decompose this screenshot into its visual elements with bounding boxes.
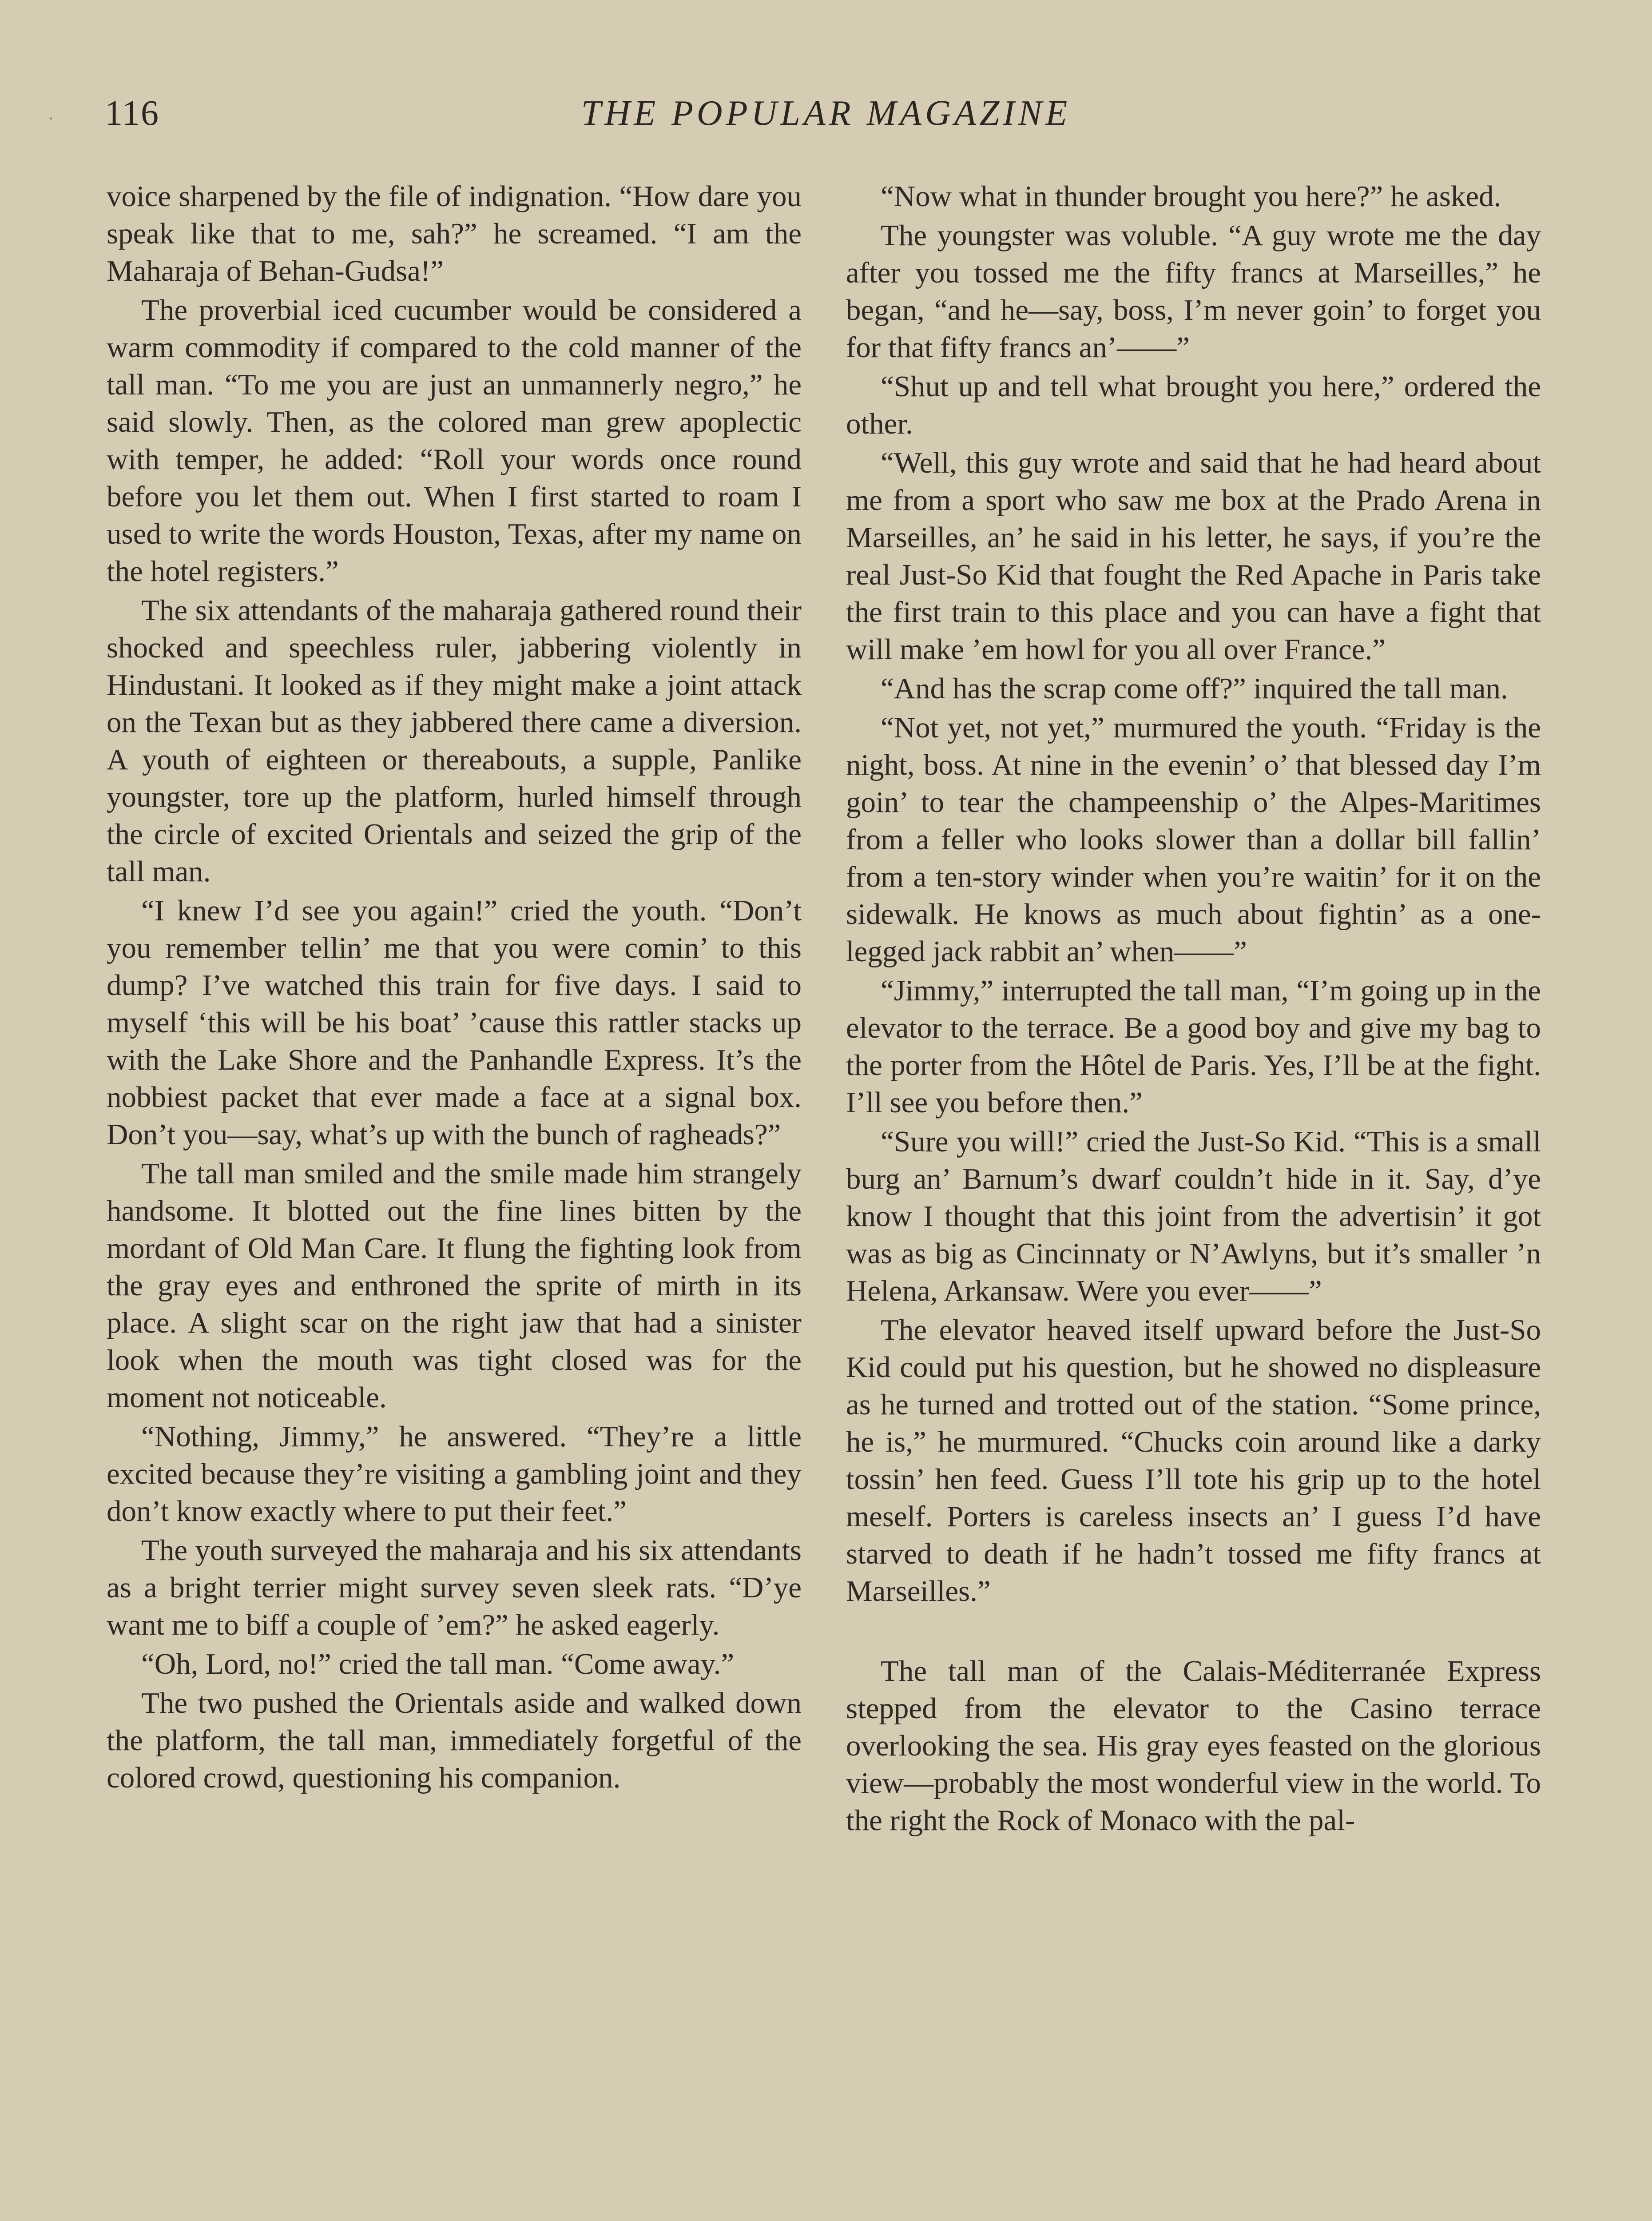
running-head: THE POPULAR MAGAZINE bbox=[581, 94, 1071, 133]
paragraph: The elevator heaved itself upward before the Just-So Kid could put his question, but he showed no displeasure as he turned and trotted out of the station. “Some prince, he is,” he murmured. “Chucks coin around like a darky tossin’ hen feed. Guess I’ll tote his grip up to the hotel meself. Porters is careless insects an’ I guess I’d have starved to death if he hadn’t tossed me fifty francs at Marseilles.” bbox=[846, 1313, 1541, 1608]
paragraph: “Not yet, not yet,” murmured the youth. “Friday is the night, boss. At nine in the evenin’ o’ that blessed day I’m goin’ to tear the champeenship o’ the Alpes-Maritimes from a feller who looks slower than a dollar bill fallin’ from a ten-story winder when you’re waitin’ for it on the sidewalk. He knows as much about fightin’ as a one-legged jack rabbit an’ when——” bbox=[846, 711, 1541, 968]
page-number: 116 bbox=[105, 94, 160, 133]
paragraph: voice sharpened by the file of indignation. “How dare you speak like that to me, sah?” he screamed. “I am the Maharaja of Behan-Gudsa!” bbox=[107, 180, 802, 287]
right-column bbox=[846, 178, 1541, 2221]
paragraph: “And has the scrap come off?” inquired the tall man. bbox=[881, 672, 1508, 705]
paragraph: The tall man smiled and the smile made him strangely handsome. It blotted out the fine lines bitten by the mordant of Old Man Care. It flung the fighting look from the gray eyes and enthroned the sprite of mirth in its place. A slight scar on the right jaw that had a sinister look when the mouth was tight closed was for the moment not noticeable. bbox=[107, 1157, 802, 1414]
paragraph: “Jimmy,” interrupted the tall man, “I’m going up in the elevator to the terrace. Be a good boy and give my bag to the porter from the Hôtel de Paris. Yes, I’ll be at the fight. I’ll see you before then.” bbox=[846, 974, 1541, 1119]
paragraph: “Sure you will!” cried the Just-So Kid. “This is a small burg an’ Barnum’s dwarf couldn’t hide in it. Say, d’ye know I thought that this joint from the advertisin’ it got was as big as Cincinnaty or N’Awlyns, but it’s smaller ’n Helena, Arkansaw. Were you ever——” bbox=[846, 1125, 1541, 1307]
paragraph: The proverbial iced cucumber would be considered a warm commodity if compared to the cold manner of the tall man. “To me you are just an unmannerly negro,” he said slowly. Then, as the colored man grew apoplectic with temper, he added: “Roll your words once round before you let them out. When I first started to roam I used to write the words Houston, Texas, after my name on the hotel registers.” bbox=[107, 294, 802, 588]
paragraph: The six attendants of the maharaja gathered round their shocked and speechless ruler, jabbering violently in Hindustani. It looked as if they might make a joint attack on the Texan but as they jabbered there came a diversion. A youth of eighteen or thereabouts, a supple, Panlike youngster, tore up the platform, hurled himself through the circle of excited Orientals and seized the grip of the tall man. bbox=[107, 594, 802, 888]
paragraph: “I knew I’d see you again!” cried the youth. “Don’t you remember tellin’ me that you were comin’ to this dump? I’ve watched this train for five days. I said to myself ‘this will be his boat’ ’cause this rattler stacks up with the Lake Shore and the Panhandle Express. It’s the nobbiest packet that ever made a face at a signal box. Don’t you—say, what’s up with the bunch of ragheads?” bbox=[107, 894, 802, 1151]
print-speck: · bbox=[49, 111, 53, 127]
paragraph: “Now what in thunder brought you here?” he asked. bbox=[881, 180, 1501, 213]
left-column bbox=[107, 178, 802, 2221]
paragraph: “Well, this guy wrote and said that he had heard about me from a sport who saw me box at the Prado Arena in Marseilles, an’ he said in his letter, he says, if you’re the real Just-So Kid that fought the Red Apache in Paris take the first train to this place and you can have a fight that will make ’em howl for you all over France.” bbox=[846, 446, 1541, 666]
paragraph: “Nothing, Jimmy,” he answered. “They’re a little excited because they’re visiting a gambling joint and they don’t know exactly where to put their feet.” bbox=[107, 1420, 802, 1528]
paragraph-section-start: The tall man of the Calais-Méditerranée Express stepped from the elevator to the Casino terrace overlooking the sea. His gray eyes feasted on the glorious view—probably the most wonderful view in the world. To the right the Rock of Monaco with the pal- bbox=[846, 1655, 1541, 1837]
page-header bbox=[105, 93, 1547, 142]
paragraph: “Shut up and tell what brought you here,” ordered the other. bbox=[846, 370, 1541, 440]
paragraph: The youngster was voluble. “A guy wrote me the day after you tossed me the fifty francs at Marseilles,” he began, “and he—say, boss, I’m never goin’ to forget you for that fifty francs an’——” bbox=[846, 219, 1541, 364]
paragraph: The two pushed the Orientals aside and walked down the platform, the tall man, immediately forgetful of the colored crowd, questioning his companion. bbox=[107, 1687, 802, 1794]
paragraph: The youth surveyed the maharaja and his six attendants as a bright terrier might survey seven sleek rats. “D’ye want me to biff a couple of ’em?” he asked eagerly. bbox=[107, 1534, 802, 1641]
paragraph: “Oh, Lord, no!” cried the tall man. “Come away.” bbox=[141, 1648, 735, 1680]
